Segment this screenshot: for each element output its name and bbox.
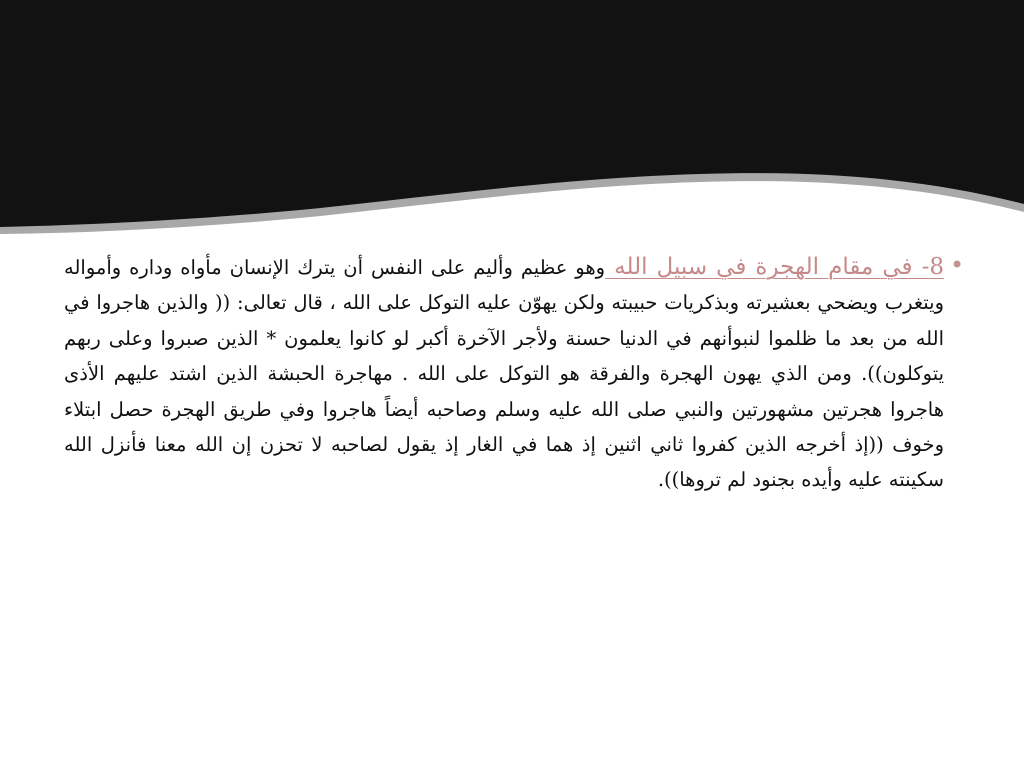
heading-link[interactable]: 8- في مقام الهجرة في سبيل الله (605, 254, 944, 280)
slide-body (64, 250, 944, 498)
header-band (0, 0, 1024, 240)
body-text: وهو عظيم وأليم على النفس أن يترك الإنسان مأواه وداره وأمواله ويتغرب ويضحي بعشيرته وبذكريات حبيبته ولكن يهوّن عليه التوكل على الله ، قال تعالى: (( والذين هاجروا في الله من بعد ما ظلموا لنبوأنهم في الدنيا حسنة ولأجر الآخرة أكبر لو كانوا يعلمون * الذين صبروا وعلى ربهم يتوكلون)). ومن الذي يهون الهجرة والفرقة هو التوكل على الله . مهاجرة الحبشة الذين اشتد عليهم الأذى هاجروا هجرتين مشهورتين والنبي صلى الله عليه وسلم وصاحبه أيضاً هاجروا وفي طريق الهجرة حصل ابتلاء وخوف ((إذ أخرجه الذين كفروا ثاني اثنين إذ هما في الغار إذ يقول لصاحبه لا تحزن إن الله معنا فأنزل الله سكينته عليه وأيده بجنود لم تروها)). (64, 256, 944, 492)
bullet-marker: • (950, 251, 965, 279)
